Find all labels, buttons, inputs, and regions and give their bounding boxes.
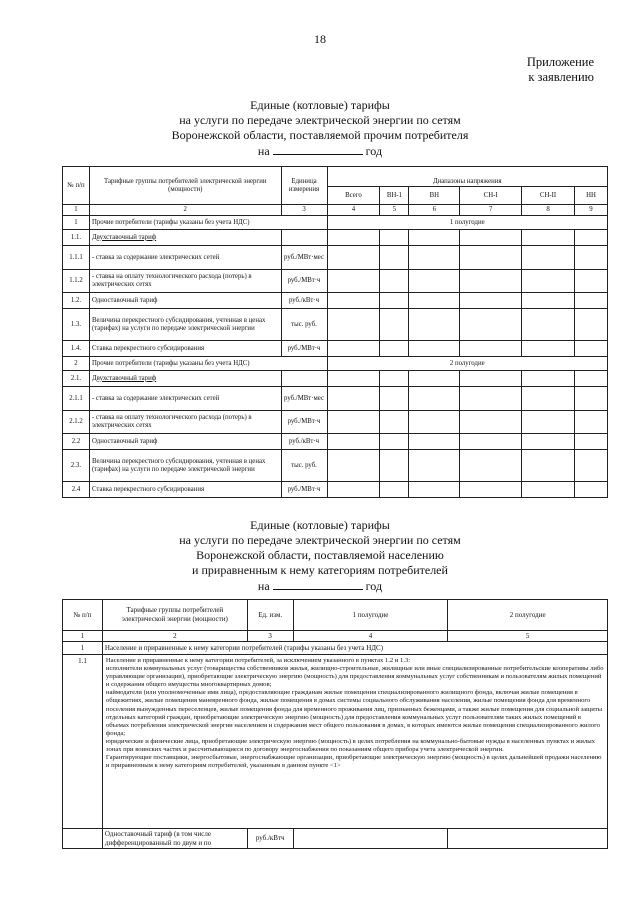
value-cell <box>409 434 460 450</box>
page-number: 18 <box>314 32 326 46</box>
row-unit: тыс. руб. <box>281 309 327 341</box>
title1-year: год <box>365 144 383 158</box>
value-cell <box>380 270 409 293</box>
col-number: 3 <box>281 205 327 216</box>
table-row <box>63 411 608 434</box>
col-unit-header: Единица измерения <box>281 167 327 205</box>
col-number: 4 <box>327 205 380 216</box>
value-cell <box>460 246 522 270</box>
value-cell <box>460 482 522 498</box>
value-cell <box>380 230 409 246</box>
value-cell <box>522 270 575 293</box>
value-cell <box>574 309 607 341</box>
value-cell <box>409 371 460 387</box>
value-cell <box>460 309 522 341</box>
col-number: 5 <box>380 205 409 216</box>
value-cell <box>380 411 409 434</box>
table-row <box>63 482 608 498</box>
section-num: 2 <box>63 357 90 371</box>
value-cell <box>409 309 460 341</box>
value-cell <box>380 482 409 498</box>
row-num: 1.1 <box>63 655 103 829</box>
row-label: Ставка перекрестного субсидирования <box>89 341 281 357</box>
col-num-header: № п/п <box>63 167 90 205</box>
section-label: Население и приравненные к нему категории потребителей (тарифы указаны без учета НДС) <box>102 642 607 655</box>
value-cell <box>380 450 409 482</box>
paragraph: исполнители коммунальных услуг (товарищества собственников жилья, жилищно-строительные, жилищные или иные специализированные потребительские кооперативы либо управляющие организации), приобретающие электрическую энергию (мощность) для предоставления коммунальных услуг собственникам и пользователям жилых помещений и содержания общего имущества многоквартирных домов; <box>105 665 604 689</box>
value-cell <box>327 434 380 450</box>
value-cell <box>409 270 460 293</box>
title2-line3: Воронежской области, поставляемой населению <box>196 548 444 562</box>
column-numbers-row <box>63 631 608 642</box>
value-cell <box>409 411 460 434</box>
col-total-header: Всего <box>327 187 380 205</box>
value-cell <box>522 482 575 498</box>
value-cell <box>574 230 607 246</box>
value-cell <box>522 450 575 482</box>
row-unit: тыс. руб. <box>281 450 327 482</box>
section-row-half1 <box>63 216 608 230</box>
row-unit <box>281 230 327 246</box>
value-cell <box>380 434 409 450</box>
title1-line1: Единые (котловые) тарифы <box>250 98 390 112</box>
row-label: - ставка на оплату технологического расхода (потерь) в электрических сетях <box>89 411 281 434</box>
value-cell <box>522 230 575 246</box>
table-row <box>63 341 608 357</box>
row-num: 2.1.2 <box>63 411 90 434</box>
value-cell <box>327 371 380 387</box>
value-cell <box>574 450 607 482</box>
value-cell <box>327 341 380 357</box>
row-unit: руб./МВт·ч <box>281 411 327 434</box>
col-number: 2 <box>102 631 247 642</box>
value-cell <box>380 371 409 387</box>
value-cell <box>574 341 607 357</box>
value-cell <box>327 246 380 270</box>
value-cell <box>327 309 380 341</box>
col-number: 8 <box>522 205 575 216</box>
row-label: - ставка за содержание электрических сетей <box>89 387 281 411</box>
row-label: - ставка на оплату технологического расхода (потерь) в электрических сетях <box>89 270 281 293</box>
value-cell <box>327 230 380 246</box>
value-cell <box>448 829 608 849</box>
row-num: 2.3. <box>63 450 90 482</box>
row-label: Двухставочный тариф <box>89 371 281 387</box>
tariff-table-population <box>62 599 608 849</box>
row-label: Одноставочный тариф (в том числе дифференцированный по двум и по <box>102 829 247 849</box>
table-row <box>63 655 608 829</box>
voltage-ranges-header: Диапазоны напряжения <box>327 167 608 187</box>
value-cell <box>574 482 607 498</box>
value-cell <box>522 411 575 434</box>
paragraph: наймодатели (или уполномоченные ими лица), предоставляющие гражданам жилые помещения специализированного жилищного фонда, включая жилые помещения в общежитиях, жилые помещения маневренного фонда, жилые помещения в домах системы социального обслуживания населения, жилые помещения фонда для временного поселения вынужденных переселенцев, жилые помещения фонда для временного проживания лиц, признанных беженцами, а также жилые помещения для социальной защиты отдельных категорий граждан, приобретающие электрическую энергию (мощность) для предоставления коммунальных услуг пользователям таких жилых помещений в объемах потребления электрической энергии населением и содержания мест общего пользования в домах, в которых имеются жилые помещения специализированного жилого фонда; <box>105 689 603 737</box>
title2-year-blank <box>273 578 363 590</box>
value-cell <box>574 387 607 411</box>
value-cell <box>293 829 448 849</box>
value-cell <box>380 309 409 341</box>
row-num: 1.4. <box>63 341 90 357</box>
value-cell <box>409 341 460 357</box>
value-cell <box>380 387 409 411</box>
value-cell <box>522 341 575 357</box>
row-unit: руб./кВт·ч <box>281 293 327 309</box>
row-label: - ставка за содержание электрических сетей <box>89 246 281 270</box>
value-cell <box>574 270 607 293</box>
table-row <box>63 293 608 309</box>
value-cell <box>327 270 380 293</box>
title-population <box>0 518 640 594</box>
row-description <box>102 655 607 829</box>
row-num: 2.1.1 <box>63 387 90 411</box>
col-num-header: № п/п <box>63 600 103 631</box>
row-num: 2.2 <box>63 434 90 450</box>
value-cell <box>460 230 522 246</box>
col-number: 6 <box>409 205 460 216</box>
section-label: Прочие потребители (тарифы указаны без учета НДС) <box>89 357 327 371</box>
table-row <box>63 230 608 246</box>
section-label: Прочие потребители (тарифы указаны без учета НДС) <box>89 216 327 230</box>
table-header-row <box>63 600 608 631</box>
paragraph: юридические и физические лица, приобретающие электрическую энергию (мощность) в целях потребления на коммунально-бытовые нужды в населенных пунктах и жилых зонах при воинских частях и рассчитывающиеся по договору энергоснабжения по показаниям общего прибора учета электрической энергии. <box>105 737 595 754</box>
row-label: Ставка перекрестного субсидирования <box>89 482 281 498</box>
appendix-note <box>527 55 594 85</box>
col-number: 7 <box>460 205 522 216</box>
row-label: Двухставочный тариф <box>89 230 281 246</box>
value-cell <box>409 387 460 411</box>
row-label: Величина перекрестного субсидирования, учтенная в ценах (тарифах) на услуги по передаче электрической энергии <box>89 450 281 482</box>
row-num <box>63 829 103 849</box>
row-num: 2.1. <box>63 371 90 387</box>
col-number: 1 <box>63 631 103 642</box>
value-cell <box>409 482 460 498</box>
appendix-line2: к заявлению <box>528 70 594 84</box>
row-num: 1.1.2 <box>63 270 90 293</box>
title1-line2: на услуги по передаче электрической энергии по сетям <box>179 113 461 127</box>
value-cell <box>460 387 522 411</box>
section-period: 2 полугодие <box>327 357 608 371</box>
col-sn2-header: СН-II <box>522 187 575 205</box>
table-row <box>63 829 608 849</box>
value-cell <box>409 246 460 270</box>
value-cell <box>460 434 522 450</box>
col-half1-header: 1 полугодие <box>293 600 448 631</box>
row-unit: руб./кВт·ч <box>281 434 327 450</box>
title2-line1: Единые (котловые) тарифы <box>250 518 390 532</box>
row-num: 1.2. <box>63 293 90 309</box>
title1-on: на <box>257 144 270 158</box>
table-row <box>63 434 608 450</box>
table-row <box>63 270 608 293</box>
value-cell <box>460 341 522 357</box>
value-cell <box>522 387 575 411</box>
value-cell <box>380 246 409 270</box>
col-number: 4 <box>293 631 448 642</box>
section-num: 1 <box>63 642 103 655</box>
value-cell <box>409 450 460 482</box>
table-row <box>63 371 608 387</box>
row-unit: руб./МВт·ч <box>281 482 327 498</box>
value-cell <box>327 411 380 434</box>
value-cell <box>574 411 607 434</box>
title1-year-line <box>0 143 640 159</box>
section-period: 1 полугодие <box>327 216 608 230</box>
row-label: Одноставочный тариф <box>89 293 281 309</box>
title1-year-blank <box>273 143 363 155</box>
value-cell <box>460 270 522 293</box>
column-numbers-row <box>63 205 608 216</box>
row-num: 1.1.1 <box>63 246 90 270</box>
table-row <box>63 309 608 341</box>
value-cell <box>522 371 575 387</box>
col-sn1-header: СН-I <box>460 187 522 205</box>
section-num: 1 <box>63 216 90 230</box>
col-number: 5 <box>448 631 608 642</box>
value-cell <box>522 434 575 450</box>
row-label: Одноставочный тариф <box>89 434 281 450</box>
section-row <box>63 642 608 655</box>
value-cell <box>522 293 575 309</box>
col-number: 1 <box>63 205 90 216</box>
value-cell <box>327 482 380 498</box>
row-num: 1.1. <box>63 230 90 246</box>
value-cell <box>460 371 522 387</box>
value-cell <box>409 293 460 309</box>
col-number: 2 <box>89 205 281 216</box>
title2-year-line <box>0 578 640 594</box>
row-unit <box>281 371 327 387</box>
value-cell <box>327 450 380 482</box>
row-unit: руб./кВтч <box>247 829 293 849</box>
col-group-header: Тарифные группы потребителей электрической энергии (мощности) <box>102 600 247 631</box>
value-cell <box>380 293 409 309</box>
title2-line4: и приравненным к нему категориям потребителей <box>192 563 448 577</box>
row-unit: руб./МВт·мес <box>281 387 327 411</box>
value-cell <box>327 387 380 411</box>
col-number: 3 <box>247 631 293 642</box>
value-cell <box>460 450 522 482</box>
row-num: 1.3. <box>63 309 90 341</box>
value-cell <box>380 341 409 357</box>
title1-line3: Воронежской области, поставляемой прочим потребителя <box>171 128 469 142</box>
title2-year: год <box>365 579 383 593</box>
value-cell <box>460 293 522 309</box>
table-row <box>63 246 608 270</box>
col-vn1-header: ВН-1 <box>380 187 409 205</box>
value-cell <box>574 293 607 309</box>
table-row <box>63 387 608 411</box>
value-cell <box>409 230 460 246</box>
col-nn-header: НН <box>574 187 607 205</box>
value-cell <box>574 246 607 270</box>
col-half2-header: 2 полугодие <box>448 600 608 631</box>
col-vn-header: ВН <box>409 187 460 205</box>
paragraph: Население и приравненные к нему категории потребителей, за исключением указанного в пунктах 1.2 и 1.3: <box>105 657 411 664</box>
value-cell <box>327 293 380 309</box>
title2-line2: на услуги по передаче электрической энергии по сетям <box>179 533 461 547</box>
value-cell <box>574 371 607 387</box>
row-num: 2.4 <box>63 482 90 498</box>
col-unit-header: Ед. изм. <box>247 600 293 631</box>
section-row-half2 <box>63 357 608 371</box>
col-group-header: Тарифные группы потребителей электрической энергии (мощности) <box>89 167 281 205</box>
row-unit: руб./МВт·ч <box>281 270 327 293</box>
value-cell <box>574 434 607 450</box>
tariff-table-other <box>62 166 608 498</box>
paragraph: Гарантирующие поставщики, энергосбытовые, энергоснабжающие организации, приобретающие электрическую энергию (мощность) в целях дальнейшей продажи населению и приравненным к нему категориям потребителей, указанным в данном пункте <1> <box>105 754 602 770</box>
title2-on: на <box>257 579 270 593</box>
appendix-line1: Приложение <box>526 55 594 69</box>
title-other-consumers <box>0 98 640 159</box>
col-number: 9 <box>574 205 607 216</box>
value-cell <box>460 411 522 434</box>
row-label: Величина перекрестного субсидирования, учтенная в ценах (тарифах) на услуги по передаче электрической энергии <box>89 309 281 341</box>
value-cell <box>522 246 575 270</box>
value-cell <box>522 309 575 341</box>
row-unit: руб./МВт·ч <box>281 341 327 357</box>
table-row <box>63 450 608 482</box>
row-unit: руб./МВт·мес <box>281 246 327 270</box>
